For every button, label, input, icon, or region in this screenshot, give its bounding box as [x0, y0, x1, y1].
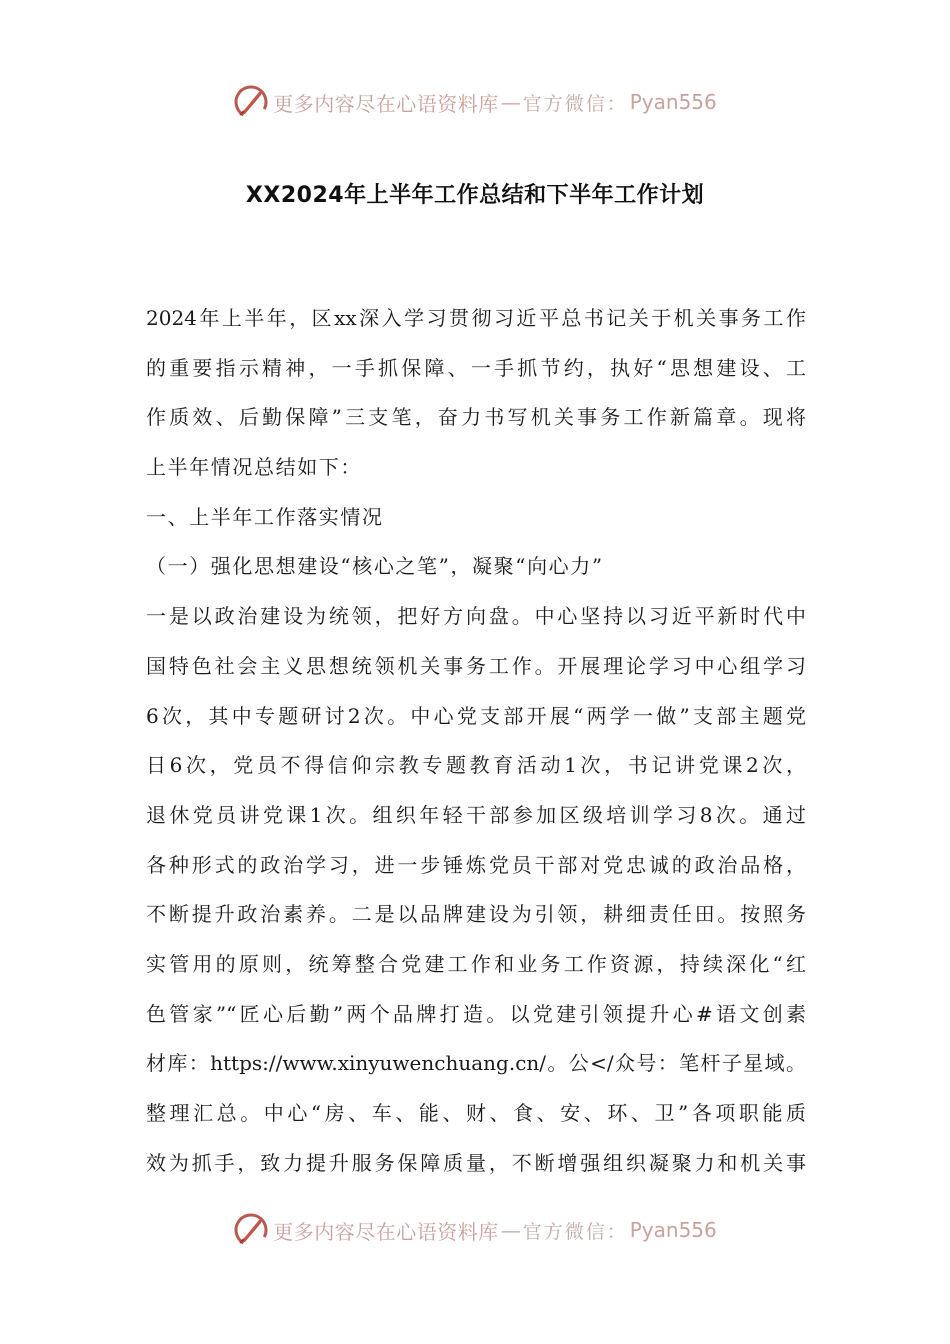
document-body: [146, 300, 806, 1194]
watermark-footer: [0, 1210, 950, 1250]
document-title: XX2024年上半年工作总结和下半年工作计划: [245, 183, 705, 208]
body-line: 实管用的原则，统筹整合党建工作和业务工作资源，持续深化“红: [146, 951, 806, 976]
subsection-heading: （一）强化思想建设“核心之笔”，凝聚“向心力”: [146, 554, 604, 579]
body-line: 2024年上半年，区xx深入学习贯彻习近平总书记关于机关事务工作: [146, 306, 806, 330]
quill-logo-icon: [233, 84, 269, 120]
body-line: 日6次，党员不得信仰宗教专题教育活动1次，书记讲党课2次，: [146, 753, 806, 778]
watermark-text: 更多内容尽在心语资料库: [273, 1219, 499, 1244]
body-line: 的重要指示精神，一手抓保障、一手抓节约，执好“思想建设、工: [146, 355, 806, 380]
body-line: 国特色社会主义思想统领机关事务工作。开展理论学习中心组学习: [146, 653, 806, 678]
body-line: 材库：https://www.xinyuwenchuang.cn/。公</众号：笔杆子星域。: [146, 1051, 806, 1076]
watermark-separator: —: [500, 90, 521, 114]
body-line: 整理汇总。中心“房、车、能、财、食、安、环、卫”各项职能质: [146, 1101, 806, 1125]
watermark-text: 更多内容尽在心语资料库: [273, 91, 499, 116]
quill-logo-icon: [233, 1212, 269, 1248]
watermark-separator: —: [500, 1218, 521, 1242]
watermark-label: 官方微信：: [522, 92, 628, 115]
watermark-id: Pyan556: [629, 90, 717, 114]
body-line: 色管家”“匠心后勤”两个品牌打造。以党建引领提升心#语文创素: [146, 1001, 806, 1026]
body-line: 一是以政治建设为统领，把好方向盘。中心坚持以习近平新时代中: [146, 604, 806, 629]
body-line: 效为抓手，致力提升服务保障质量，不断增强组织凝聚力和机关事: [146, 1150, 806, 1175]
watermark-id: Pyan556: [629, 1218, 717, 1242]
body-line: 退休党员讲党课1次。组织年轻干部参加区级培训学习8次。通过: [146, 802, 806, 827]
section-heading: 一、上半年工作落实情况: [146, 504, 384, 529]
body-line: 不断提升政治素养。二是以品牌建设为引领，耕细责任田。按照务: [146, 902, 806, 927]
watermark-label: 官方微信：: [522, 1220, 628, 1243]
body-line: 作质效、后勤保障”三支笔，奋力书写机关事务工作新篇章。现将: [146, 405, 806, 430]
body-line: 上半年情况总结如下：: [146, 455, 362, 480]
watermark-header: [0, 82, 950, 122]
body-line: 6次，其中专题研讨2次。中心党支部开展“两学一做”支部主题党: [146, 703, 806, 728]
body-line: 各种形式的政治学习，进一步锤炼党员干部对党忠诚的政治品格，: [146, 852, 806, 877]
